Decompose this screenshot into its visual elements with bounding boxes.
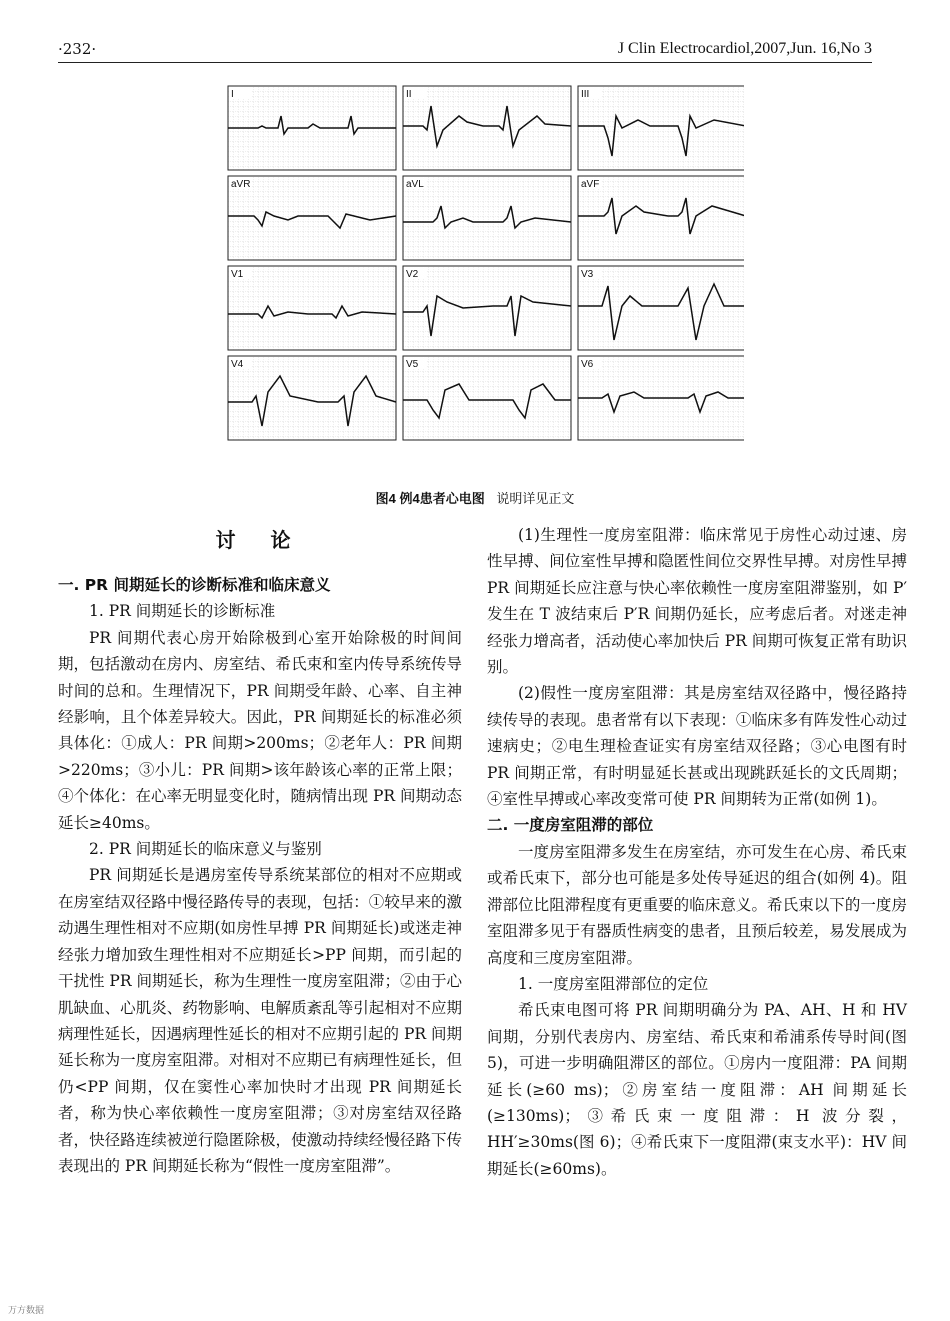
ecg-lead-panel: [228, 176, 396, 260]
paragraph-block-location: 一度房室阻滞多发生在房室结，亦可发生在心房、希氏束或希氏束下，部分也可能是多处传导延迟的组合(如例 4)。阻滞部位比阻滞程度有更重要的临床意义。希氏束以下的一度房室阻滞多见于有器质性病变的患者，且预后较差，易发展成为高度和三度房室阻滞。: [487, 842, 907, 967]
ecg-lead-panel: [403, 356, 571, 440]
ecg-lead-label: V1: [231, 269, 244, 280]
section-title-discussion: 讨 论: [215, 528, 305, 552]
subheading-diagnostic-criteria: 1. PR 间期延长的诊断标准: [89, 602, 276, 621]
heading-pr-criteria: 一. PR 间期延长的诊断标准和临床意义: [58, 576, 331, 594]
ecg-lead-panel: [403, 266, 571, 350]
ecg-lead-label: III: [581, 89, 590, 100]
ecg-grid: [578, 176, 744, 260]
ecg-lead-panel: [578, 176, 744, 260]
ecg-lead-label: aVL: [406, 179, 424, 190]
ecg-lead-label: V4: [231, 359, 244, 370]
ecg-figure: [226, 84, 744, 454]
page-number: ·232·: [58, 40, 97, 58]
left-column: [58, 522, 462, 1179]
figure-caption: [0, 488, 950, 507]
paragraph-physiological-block: (1)生理性一度房室阻滞：临床常见于房性心动过速、房性早搏、间位室性早搏和隐匿性间位交界性早搏。对房性早搏 PR 间期延长应注意与快心率依赖性一度房室阻滞鉴别，如 P′ 发生在 T 波结束后 P′R 间期仍延长，应考虑后者。对迷走神经张力增高者，活动使心率加快后 PR 间期可恢复正常有助识别。: [487, 526, 907, 677]
ecg-lead-panel: [403, 86, 571, 170]
ecg-grid: [403, 356, 571, 440]
ecg-lead-panel: [578, 266, 744, 350]
ecg-lead-panel: [228, 356, 396, 440]
ecg-lead-label: I: [231, 89, 234, 100]
ecg-lead-panel: [578, 86, 744, 170]
ecg-grid: [403, 86, 571, 170]
ecg-lead-label: V6: [581, 359, 594, 370]
ecg-grid: [228, 176, 396, 260]
paragraph-pr-significance: PR 间期延长是遇房室传导系统某部位的相对不应期或在房室结双径路中慢径路传导的表现，包括：①较早来的激动遇生理性相对不应期(如房性早搏 PR 间期延长)或迷走神经张力增加致生理性相对不应期延长>PP 间期，而引起的干扰性 PR 间期延长，称为生理性一度房室阻滞；②由于心肌缺血、心肌炎、药物影响、电解质紊乱等引起相对不应期病理性延长，因遇病理性延长的相对不应期引起的 PR 间期延长称为一度房室阻滞。对相对不应期已有病理性延长，但仍<PP 间期，仅在窦性心率加快时才出现 PR 间期延长者，称为快心率依赖性一度房室阻滞；③对房室结双径路者，快径路连续被逆行隐匿除极，使激动持续经慢径路下传表现出的 PR 间期延长称为“假性一度房室阻滞”。: [58, 866, 462, 1175]
subheading-clinical-significance: 2. PR 间期延长的临床意义与鉴别: [89, 840, 322, 859]
ecg-svg: [226, 84, 744, 454]
ecg-grid: [228, 266, 396, 350]
ecg-lead-label: II: [406, 89, 412, 100]
watermark: 万方数据: [8, 1306, 45, 1316]
ecg-grid: [228, 356, 396, 440]
ecg-lead-label: aVR: [231, 179, 251, 190]
ecg-lead-label: V2: [406, 269, 419, 280]
paragraph-pseudo-block: (2)假性一度房室阻滞：其是房室结双径路中，慢径路持续传导的表现。患者常有以下表现：①临床多有阵发性心动过速病史；②电生理检查证实有房室结双径路；③心电图有时 PR 间期正常，有时明显延长甚或出现跳跃延长的文氏周期；④室性早搏或心率改变常可使 PR 间期转为正常(如例 1)。: [487, 684, 907, 809]
subheading-localization: 1. 一度房室阻滞部位的定位: [518, 974, 709, 993]
ecg-grid: [403, 266, 571, 350]
heading-block-location: 二. 一度房室阻滞的部位: [487, 816, 654, 835]
ecg-grid: [578, 86, 744, 170]
header-rule: [58, 62, 872, 63]
ecg-grid: [578, 266, 744, 350]
right-column: [487, 522, 907, 1182]
ecg-grid: [403, 176, 571, 260]
paragraph-his-bundle-ecg: 希氏束电图可将 PR 间期明确分为 PA、AH、H 和 HV 间期，分别代表房内、房室结、希氏束和希浦系传导时间(图 5)，可进一步明确阻滞区的部位。①房内一度阻滞：PA 间期延长(≥60 ms)；②房室结一度阻滞：AH 间期延长(≥130ms)；③希氏束一度阻滞：H 波分裂，HH′≥30ms(图 6)；④希氏束下一度阻滞(束支水平)：HV 间期延长(≥60ms)。: [487, 1001, 907, 1178]
journal-citation: J Clin Electrocardiol,2007,Jun. 16,No 3: [617, 40, 872, 57]
paragraph-pr-definition: PR 间期代表心房开始除极到心室开始除极的时间间期，包括激动在房内、房室结、希氏束和室内传导系统传导时间的总和。生理情况下，PR 间期受年龄、心率、自主神经影响，且个体差异较大。因此，PR 间期延长的标准必须具体化：①成人：PR 间期>200ms；②老年人：PR 间期>220ms；③小儿：PR 间期>该年龄该心率的正常上限；④个体化：在心率无明显变化时，随病情出现 PR 间期动态延长≥40ms。: [58, 628, 462, 832]
ecg-lead-panel: [578, 356, 744, 440]
ecg-lead-panel: [403, 176, 571, 260]
ecg-lead-panel: [228, 266, 396, 350]
figure-caption-note: 说明详见正文: [496, 491, 575, 506]
ecg-lead-label: V5: [406, 359, 419, 370]
ecg-lead-label: V3: [581, 269, 594, 280]
figure-caption-title: 图4 例4患者心电图: [375, 491, 485, 506]
ecg-lead-label: aVF: [581, 179, 600, 190]
ecg-lead-panel: [228, 86, 396, 170]
